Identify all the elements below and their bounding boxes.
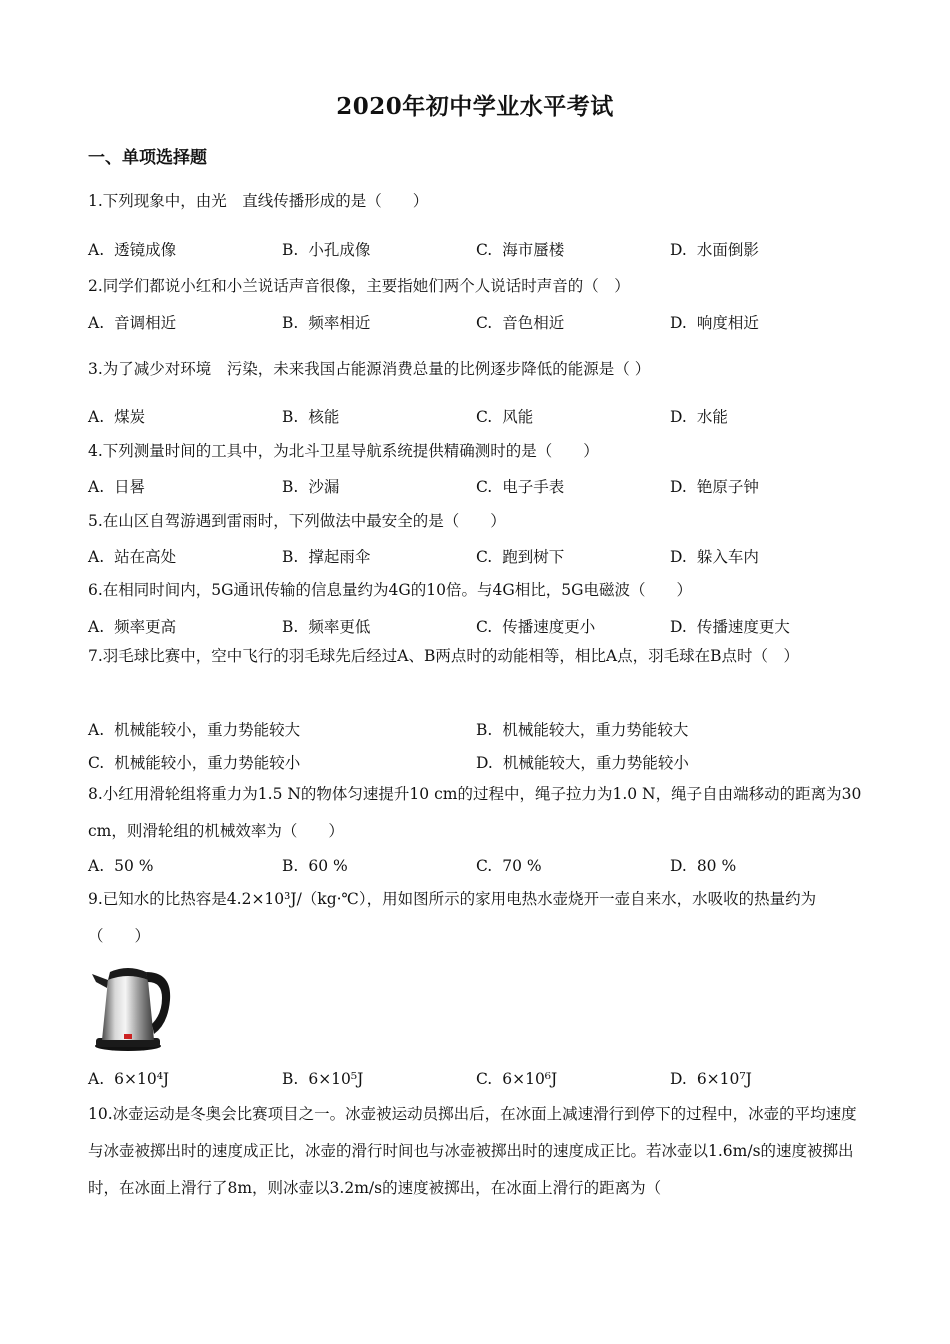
option-a[interactable]: A. 音调相近: [88, 314, 177, 332]
option-c[interactable]: C. 电子手表: [476, 478, 565, 496]
options-3: [0, 405, 950, 431]
options-4: [0, 475, 950, 501]
options-2: [0, 311, 950, 337]
option-d[interactable]: D. 躲入车内: [670, 548, 759, 566]
question-7: 7.羽毛球比赛中，空中飞行的羽毛球先后经过A、B两点时的动能相等，相比A点，羽毛球在B点时（ ）: [88, 647, 799, 665]
option-d[interactable]: D. 6×10⁷J: [670, 1070, 752, 1088]
option-b[interactable]: B. 核能: [282, 408, 340, 426]
options-5: [0, 545, 950, 571]
option-a[interactable]: A. 日晷: [88, 478, 146, 496]
question-3: 3.为了减少对环境 污染，未来我国占能源消费总量的比例逐步降低的能源是（ ）: [88, 360, 651, 378]
options-7-row2: [0, 751, 950, 777]
option-b[interactable]: B. 60 %: [282, 857, 348, 875]
option-c[interactable]: C. 6×10⁶J: [476, 1070, 558, 1088]
question-1: 1.下列现象中，由光 直线传播形成的是（ ）: [88, 192, 429, 210]
option-c[interactable]: C. 海市蜃楼: [476, 241, 565, 259]
option-c[interactable]: C. 跑到树下: [476, 548, 565, 566]
options-9: [0, 1070, 950, 1096]
question-5: 5.在山区自驾游遇到雷雨时，下列做法中最安全的是（ ）: [88, 512, 506, 530]
question-9: 9.已知水的比热容是4.2×10³J/（kg·℃），用如图所示的家用电热水壶烧开一壶自来水，水吸收的热量约为（ ）: [88, 890, 817, 945]
options-7-row1: [0, 718, 950, 744]
question-2: 2.同学们都说小红和小兰说话声音很像，主要指她们两个人说话时声音的（ ）: [88, 277, 630, 295]
option-b[interactable]: B. 小孔成像: [282, 241, 371, 259]
option-d[interactable]: D. 水能: [670, 408, 728, 426]
option-c[interactable]: C. 风能: [476, 408, 534, 426]
option-b[interactable]: B. 沙漏: [282, 478, 340, 496]
option-d[interactable]: D. 铯原子钟: [670, 478, 759, 496]
option-b[interactable]: B. 频率相近: [282, 314, 371, 332]
option-a[interactable]: A. 透镜成像: [88, 241, 177, 259]
options-1: [0, 238, 950, 264]
option-d[interactable]: D. 水面倒影: [670, 241, 759, 259]
options-8: [0, 857, 950, 883]
section-heading: 一、单项选择题: [88, 148, 207, 168]
option-b[interactable]: B. 6×10⁵J: [282, 1070, 364, 1088]
option-c[interactable]: C. 70 %: [476, 857, 542, 875]
kettle-icon: [88, 958, 174, 1054]
option-b[interactable]: B. 撑起雨伞: [282, 548, 371, 566]
option-a[interactable]: A. 50 %: [88, 857, 154, 875]
question-10: 10.冰壶运动是冬奥会比赛项目之一。冰壶被运动员掷出后，在冰面上减速滑行到停下的过程中，冰壶的平均速度与冰壶被掷出时的速度成正比，冰壶的滑行时间也与冰壶被掷出时的速度成正比。若冰壶以1.6m/s的速度被掷出时，在冰面上滑行了8m，则冰壶以3.2m/s的速度被掷出，在冰面上滑行的距离为（: [88, 1105, 857, 1197]
option-c[interactable]: C. 音色相近: [476, 314, 565, 332]
option-a[interactable]: A. 6×10⁴J: [88, 1070, 170, 1088]
option-a[interactable]: A. 煤炭: [88, 408, 146, 426]
question-4: 4.下列测量时间的工具中，为北斗卫星导航系统提供精确测时的是（ ）: [88, 442, 599, 460]
option-b[interactable]: B. 机械能较大，重力势能较大: [476, 721, 689, 739]
option-d[interactable]: D. 机械能较大，重力势能较小: [476, 754, 689, 772]
option-d[interactable]: D. 传播速度更大: [670, 618, 790, 636]
option-c[interactable]: C. 传播速度更小: [476, 618, 596, 636]
option-a[interactable]: A. 站在高处: [88, 548, 177, 566]
option-a[interactable]: A. 机械能较小，重力势能较大: [88, 721, 301, 739]
option-d[interactable]: D. 80 %: [670, 857, 737, 875]
page-title: 2020年初中学业水平考试: [336, 93, 614, 120]
question-8: 8.小红用滑轮组将重力为1.5 N的物体匀速提升10 cm的过程中，绳子拉力为1.0 N，绳子自由端移动的距离为30 cm，则滑轮组的机械效率为（ ）: [88, 785, 862, 840]
option-c[interactable]: C. 机械能较小，重力势能较小: [88, 754, 301, 772]
option-a[interactable]: A. 频率更高: [88, 618, 177, 636]
option-b[interactable]: B. 频率更低: [282, 618, 371, 636]
option-d[interactable]: D. 响度相近: [670, 314, 759, 332]
question-6: 6.在相同时间内，5G通讯传输的信息量约为4G的10倍。与4G相比，5G电磁波（ ）: [88, 581, 692, 599]
